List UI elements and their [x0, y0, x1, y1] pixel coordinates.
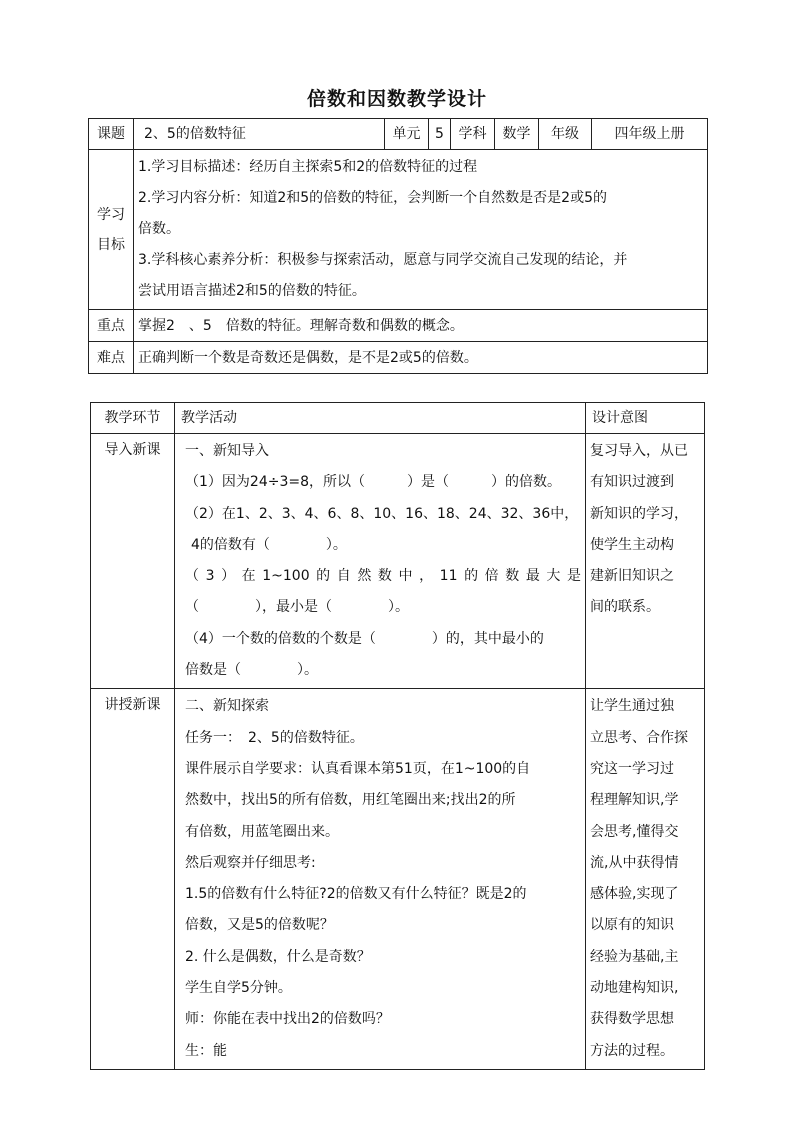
purpose-line: 感体验,实现了	[590, 886, 679, 903]
unit-value: 5	[429, 119, 451, 150]
objectives-label	[89, 150, 134, 310]
activity-line: 然数中，找出5的所有倍数，用红笔圈出来;找出2的所	[185, 792, 516, 809]
activity-line: 有倍数，用蓝笔圈出来。	[185, 823, 339, 840]
header-stage: 教学环节	[91, 403, 175, 434]
key-text: 掌握2 、5 倍数的特征。理解奇数和偶数的概念。	[134, 310, 708, 342]
activity-line: （ ），最小是（ ）。	[185, 599, 409, 616]
page-title: 倍数和因数教学设计	[306, 88, 487, 110]
objectives-row	[89, 150, 708, 310]
purpose-line: 经验为基础,主	[590, 948, 679, 965]
grade-value: 四年级上册	[592, 119, 708, 150]
activity-line: 二、新知探索	[185, 698, 269, 715]
stage-new: 讲授新课	[91, 689, 175, 1070]
activity-line: （3）在1~100的自然数中，11的倍数最大是	[185, 568, 581, 585]
objectives-label-line-1: 学习	[97, 206, 125, 223]
course-info-table	[88, 118, 708, 374]
activity-line: （4）一个数的倍数的个数是（ ）的，其中最小的	[185, 630, 544, 647]
activity-line: （1）因为24÷3=8，所以（ ）是（ ）的倍数。	[185, 474, 561, 491]
difficulty-row	[89, 342, 708, 374]
activity-line: 1.5的倍数有什么特征?2的倍数又有什么特征？既是2的	[185, 886, 527, 903]
activity-line: 倍数是（ ）。	[185, 662, 318, 679]
activity-line: 学生自学5分钟。	[185, 980, 292, 997]
objective-line: 2.学习内容分析：知道2和5的倍数的特征，会判断一个自然数是否是2或5的	[138, 190, 607, 206]
purpose-line: 让学生通过独	[590, 698, 674, 715]
activity-intro	[175, 434, 586, 689]
purpose-new	[586, 689, 705, 1070]
objectives-label-line-2: 目标	[97, 236, 125, 253]
activity-line: 任务一： 2、5的倍数特征。	[185, 729, 364, 746]
difficulty-label: 难点	[89, 342, 134, 374]
activity-line: 师：你能在表中找出2的倍数吗？	[185, 1011, 390, 1028]
purpose-line: 间的联系。	[590, 599, 660, 616]
subject-value: 数学	[495, 119, 539, 150]
purpose-line: 会思考,懂得交	[590, 823, 679, 840]
purpose-line: 有知识过渡到	[590, 474, 674, 491]
teaching-plan-table	[90, 402, 705, 1070]
objective-line: 3.学科核心素养分析：积极参与探索活动，愿意与同学交流自己发现的结论，并	[138, 252, 628, 268]
unit-label: 单元	[385, 119, 429, 150]
purpose-intro	[586, 434, 705, 689]
plan-row-intro	[91, 434, 705, 689]
activity-line: 课件展示自学要求：认真看课本第51页，在1~100的自	[185, 760, 531, 777]
objective-line: 尝试用语言描述2和5的倍数的特征。	[138, 283, 366, 299]
activity-line: 倍数，又是5的倍数呢？	[185, 917, 334, 934]
header-purpose: 设计意图	[586, 403, 705, 434]
activity-line: （2）在1、2、3、4、6、8、10、16、18、24、32、36中，	[185, 505, 579, 522]
subject-label: 学科	[451, 119, 495, 150]
plan-row-new	[91, 689, 705, 1070]
purpose-line: 立思考、合作探	[590, 729, 688, 746]
key-label: 重点	[89, 310, 134, 342]
stage-intro: 导入新课	[91, 434, 175, 689]
purpose-line: 使学生主动构	[590, 536, 674, 553]
purpose-line: 建新旧知识之	[590, 568, 674, 585]
difficulty-text: 正确判断一个数是奇数还是偶数，是不是2或5的倍数。	[134, 342, 708, 374]
objectives-text	[134, 150, 708, 310]
purpose-line: 新知识的学习，	[590, 505, 688, 522]
activity-line: 一、新知导入	[185, 443, 269, 459]
plan-header-row	[91, 403, 705, 434]
purpose-line: 流,从中获得情	[590, 854, 679, 871]
activity-line: 4的倍数有（ ）。	[191, 536, 347, 553]
objective-line: 1.学习目标描述：经历自主探索5和2的倍数特征的过程	[138, 159, 478, 175]
topic-row	[89, 119, 708, 150]
purpose-line: 以原有的知识	[590, 917, 674, 934]
activity-line: 2. 什么是偶数，什么是奇数？	[185, 948, 371, 965]
key-row	[89, 310, 708, 342]
activity-line: 生：能	[185, 1042, 227, 1059]
topic-label: 课题	[89, 119, 134, 150]
activity-new	[175, 689, 586, 1070]
purpose-line: 动地建构知识,	[590, 980, 679, 997]
purpose-line: 复习导入，从已	[590, 443, 688, 459]
purpose-line: 程理解知识,学	[590, 792, 679, 809]
activity-line: 然后观察并仔细思考:	[185, 854, 316, 871]
objective-line: 倍数。	[138, 221, 180, 237]
topic-value: 2、5的倍数特征	[134, 119, 385, 150]
purpose-line: 究这一学习过	[590, 760, 674, 777]
grade-label: 年级	[539, 119, 592, 150]
purpose-line: 获得数学思想	[590, 1011, 674, 1028]
header-activity: 教学活动	[175, 403, 586, 434]
purpose-line: 方法的过程。	[590, 1042, 674, 1059]
